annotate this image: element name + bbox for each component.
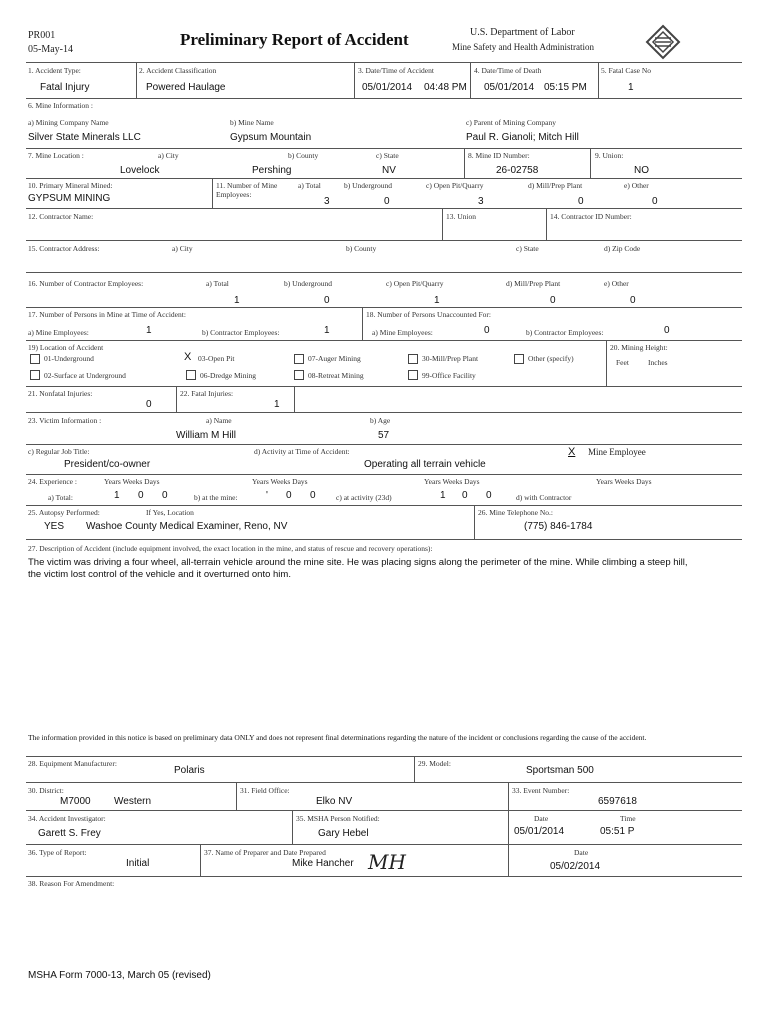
- ce-underground-label: b) Underground: [284, 279, 332, 288]
- autopsy-location-value: Washoe County Medical Examiner, Reno, NV: [86, 521, 288, 532]
- ce-other-value: 0: [630, 295, 636, 306]
- inches-label: Inches: [648, 358, 668, 367]
- equipment-mfr-label: 28. Equipment Manufacturer:: [28, 759, 117, 768]
- contractor-emp-label: 16. Number of Contractor Employees:: [28, 279, 144, 288]
- exp-atmine-years: ': [266, 490, 268, 501]
- victim-name-value: William M Hill: [176, 430, 236, 441]
- report-date-value: 05/02/2014: [550, 861, 601, 872]
- notified-date-label: Date: [534, 814, 549, 823]
- notified-date-value: 05/01/2014: [514, 826, 565, 837]
- ce-mill-label: d) Mill/Prep Plant: [506, 279, 561, 288]
- victim-age-value: 57: [378, 430, 390, 441]
- mine-location-label: 7. Mine Location :: [28, 151, 84, 160]
- num-employees-label: 11. Number of Mine Employees:: [216, 181, 278, 199]
- exp-activity-weeks: 0: [462, 490, 468, 501]
- doc-code: PR001: [28, 30, 56, 41]
- page-title: Preliminary Report of Accident: [180, 30, 409, 49]
- exp-total-days: 0: [162, 490, 168, 501]
- unacc-mine-label: a) Mine Employees:: [372, 328, 433, 337]
- primary-mineral-label: 10. Primary Mineral Mined:: [28, 181, 113, 190]
- opt-dredge: 06-Dredge Mining: [200, 371, 257, 380]
- field-office-value: Elko NV: [316, 796, 353, 807]
- opt-underground: 01-Underground: [44, 354, 94, 363]
- total-label: a) Total: [298, 181, 321, 190]
- classification-value: Powered Haulage: [146, 82, 226, 93]
- contractor-union-label: 13. Union: [446, 212, 476, 221]
- opt-surface-underground: 02-Surface at Underground: [44, 371, 126, 380]
- victim-info-label: 23. Victim Information :: [28, 416, 102, 425]
- accident-location-label: 19) Location of Accident: [28, 343, 104, 352]
- mine-emp-label: a) Mine Employees:: [28, 328, 89, 337]
- mine-phone-label: 26. Mine Telephone No.:: [478, 508, 553, 517]
- job-title-value: President/co-owner: [64, 459, 151, 470]
- report-type-label: 36. Type of Report:: [28, 848, 87, 857]
- fatal-case-value: 1: [628, 82, 634, 93]
- event-number-label: 33. Event Number:: [512, 786, 570, 795]
- company-label: a) Mining Company Name: [28, 118, 109, 127]
- activity-label: d) Activity at Time of Accident:: [254, 447, 350, 456]
- autopsy-location-label: If Yes, Location: [146, 508, 194, 517]
- accident-datetime-label: 3. Date/Time of Accident: [358, 66, 434, 75]
- field-office-label: 31. Field Office:: [240, 786, 290, 795]
- mine-employee-label: Mine Employee: [588, 447, 646, 457]
- form-footer: MSHA Form 7000-13, March 05 (revised): [28, 970, 211, 981]
- mining-height-label: 20. Mining Height:: [610, 343, 668, 352]
- ce-openpit-value: 1: [434, 295, 440, 306]
- union-value: NO: [634, 165, 649, 176]
- mine-info-label: 6. Mine Information :: [28, 101, 93, 110]
- mine-id-label: 8. Mine ID Number:: [468, 151, 530, 160]
- preparer-initials-signature: MH: [368, 850, 406, 874]
- nonfatal-label: 21. Nonfatal Injuries:: [28, 389, 93, 398]
- report-date-label: Date: [574, 848, 589, 857]
- preparer-label: 37. Name of Preparer and Date Prepared: [204, 848, 326, 857]
- openpit-label: c) Open Pit/Quarry: [426, 181, 484, 190]
- autopsy-label: 25. Autopsy Performed:: [28, 508, 100, 517]
- ce-total-label: a) Total: [206, 279, 229, 288]
- checkbox-underground: [30, 354, 40, 364]
- fatal-value: 1: [274, 399, 280, 410]
- checkbox-retreat: [294, 370, 304, 380]
- other-label: e) Other: [624, 181, 649, 190]
- agency-subtitle: Mine Safety and Health Administration: [452, 42, 594, 52]
- msha-notified-label: 35. MSHA Person Notified:: [296, 814, 380, 823]
- accident-type-label: 1. Accident Type:: [28, 66, 81, 75]
- accident-time-value: 04:48 PM: [424, 82, 467, 93]
- opt-retreat: 08-Retreat Mining: [308, 371, 364, 380]
- mine-employee-check-mark: X: [568, 446, 576, 458]
- activity-value: Operating all terrain vehicle: [364, 459, 486, 470]
- ce-underground-value: 0: [324, 295, 330, 306]
- exp-total-years: 1: [114, 490, 120, 501]
- unacc-contractor-value: 0: [664, 325, 670, 336]
- mine-name-label: b) Mine Name: [230, 118, 274, 127]
- accident-date-value: 05/01/2014: [362, 82, 413, 93]
- exp-activity-days: 0: [486, 490, 492, 501]
- death-datetime-label: 4. Date/Time of Death: [474, 66, 542, 75]
- exp-atmine-weeks: 0: [286, 490, 292, 501]
- contractor-address-label: 15. Contractor Address:: [28, 244, 100, 253]
- ywd-header-1: Years Weeks Days: [104, 477, 160, 486]
- county-value: Pershing: [252, 165, 292, 176]
- district-name-value: Western: [114, 796, 152, 807]
- ce-total-value: 1: [234, 295, 240, 306]
- contractor-emp-count-label: b) Contractor Employees:: [202, 328, 280, 337]
- ce-mill-value: 0: [550, 295, 556, 306]
- mine-name-value: Gypsum Mountain: [230, 132, 312, 143]
- city-label: a) City: [158, 151, 179, 160]
- county-label: b) County: [288, 151, 319, 160]
- ywd-header-2: Years Weeks Days: [252, 477, 308, 486]
- checkbox-office: [408, 370, 418, 380]
- contractor-zip-label: d) Zip Code: [604, 244, 641, 253]
- report-type-value: Initial: [126, 858, 150, 869]
- checkbox-other: [514, 354, 524, 364]
- fatal-label: 22. Fatal Injuries:: [180, 389, 234, 398]
- fatal-case-label: 5. Fatal Case No: [601, 66, 651, 75]
- notified-time-value: 05:51 P: [600, 826, 635, 837]
- opt-other: Other (specify): [528, 354, 574, 363]
- amendment-label: 38. Reason For Amendment:: [28, 879, 115, 888]
- contractor-county-label: b) County: [346, 244, 377, 253]
- exp-atmine-label: b) at the mine:: [194, 493, 238, 502]
- investigator-value: Garett S. Frey: [38, 828, 101, 839]
- checkbox-dredge: [186, 370, 196, 380]
- description-label: 27. Description of Accident (include equipment involved, the exact location in the mine, and status of rescue and recovery operations):: [28, 544, 433, 553]
- contractor-emp-count-value: 1: [324, 325, 330, 336]
- openpit-value: 3: [478, 196, 484, 207]
- checkbox-surface-underground: [30, 370, 40, 380]
- city-value: Lovelock: [120, 165, 160, 176]
- checkbox-auger: [294, 354, 304, 364]
- disclaimer-text: The information provided in this notice is based on preliminary data ONLY and does not represent final determinations regarding the nature of the incident or conclusions regarding the cause of the accident.: [28, 733, 647, 742]
- victim-age-label: b) Age: [370, 416, 391, 425]
- ce-openpit-label: c) Open Pit/Quarry: [386, 279, 444, 288]
- checkbox-mill: [408, 354, 418, 364]
- mill-label: d) Mill/Prep Plant: [528, 181, 583, 190]
- autopsy-performed-value: YES: [44, 521, 65, 532]
- unacc-mine-value: 0: [484, 325, 490, 336]
- doc-date: 05-May-14: [28, 44, 73, 55]
- company-value: Silver State Minerals LLC: [28, 132, 141, 143]
- exp-total-weeks: 0: [138, 490, 144, 501]
- equipment-mfr-value: Polaris: [174, 765, 205, 776]
- total-value: 3: [324, 196, 330, 207]
- opt-office: 99-Office Facility: [422, 371, 476, 380]
- state-label: c) State: [376, 151, 399, 160]
- mill-value: 0: [578, 196, 584, 207]
- opt-mill: 30-Mill/Prep Plant: [422, 354, 479, 363]
- underground-value: 0: [384, 196, 390, 207]
- district-code-value: M7000: [60, 796, 91, 807]
- description-text: The victim was driving a four wheel, all-terrain vehicle around the mine site. He was placing signs along the perimeter of the mine. While climbing a steep hill, the victim lost control of the vehicle and it overturned onto him.: [28, 557, 688, 580]
- contractor-name-label: 12. Contractor Name:: [28, 212, 94, 221]
- opt-auger: 07-Auger Mining: [308, 354, 361, 363]
- open-pit-check-mark: X: [184, 351, 192, 363]
- mine-phone-value: (775) 846-1784: [524, 521, 593, 532]
- unacc-contractor-label: b) Contractor Employees:: [526, 328, 604, 337]
- exp-atmine-days: 0: [310, 490, 316, 501]
- state-value: NV: [382, 165, 396, 176]
- primary-mineral-value: GYPSUM MINING: [28, 193, 111, 204]
- parent-label: c) Parent of Mining Company: [466, 118, 556, 127]
- classification-label: 2. Accident Classification: [139, 66, 217, 75]
- contractor-city-label: a) City: [172, 244, 193, 253]
- unaccounted-label: 18. Number of Persons Unaccounted For:: [366, 310, 491, 319]
- exp-activity-label: c) at activity (23d): [336, 493, 392, 502]
- other-value: 0: [652, 196, 658, 207]
- msha-notified-value: Gary Hebel: [318, 828, 369, 839]
- underground-label: b) Underground: [344, 181, 392, 190]
- exp-activity-years: 1: [440, 490, 446, 501]
- opt-open-pit: 03-Open Pit: [198, 354, 235, 363]
- ce-other-label: e) Other: [604, 279, 629, 288]
- accident-type-value: Fatal Injury: [40, 82, 90, 93]
- ywd-header-3: Years Weeks Days: [424, 477, 480, 486]
- ywd-header-4: Years Weeks Days: [596, 477, 652, 486]
- feet-label: Feet: [616, 358, 629, 367]
- job-title-label: c) Regular Job Title:: [28, 447, 90, 456]
- union-label: 9. Union:: [595, 151, 624, 160]
- event-number-value: 6597618: [598, 796, 637, 807]
- mine-emp-value: 1: [146, 325, 152, 336]
- parent-value: Paul R. Gianoli; Mitch Hill: [466, 132, 579, 143]
- victim-name-label: a) Name: [206, 416, 232, 425]
- experience-label: 24. Experience :: [28, 477, 77, 486]
- equipment-model-label: 29. Model:: [418, 759, 451, 768]
- preparer-value: Mike Hancher: [292, 858, 354, 869]
- contractor-state-label: c) State: [516, 244, 539, 253]
- exp-contractor-label: d) with Contractor: [516, 493, 572, 502]
- contractor-id-label: 14. Contractor ID Number:: [550, 212, 632, 221]
- mine-id-value: 26-02758: [496, 165, 539, 176]
- death-date-value: 05/01/2014: [484, 82, 535, 93]
- dol-seal-icon: [645, 24, 681, 60]
- investigator-label: 34. Accident Investigator:: [28, 814, 106, 823]
- notified-time-label: Time: [620, 814, 636, 823]
- nonfatal-value: 0: [146, 399, 152, 410]
- exp-total-label: a) Total:: [48, 493, 73, 502]
- equipment-model-value: Sportsman 500: [526, 765, 594, 776]
- death-time-value: 05:15 PM: [544, 82, 587, 93]
- district-label: 30. District:: [28, 786, 64, 795]
- agency-name: U.S. Department of Labor: [470, 27, 575, 38]
- persons-in-mine-label: 17. Number of Persons in Mine at Time of Accident:: [28, 310, 186, 319]
